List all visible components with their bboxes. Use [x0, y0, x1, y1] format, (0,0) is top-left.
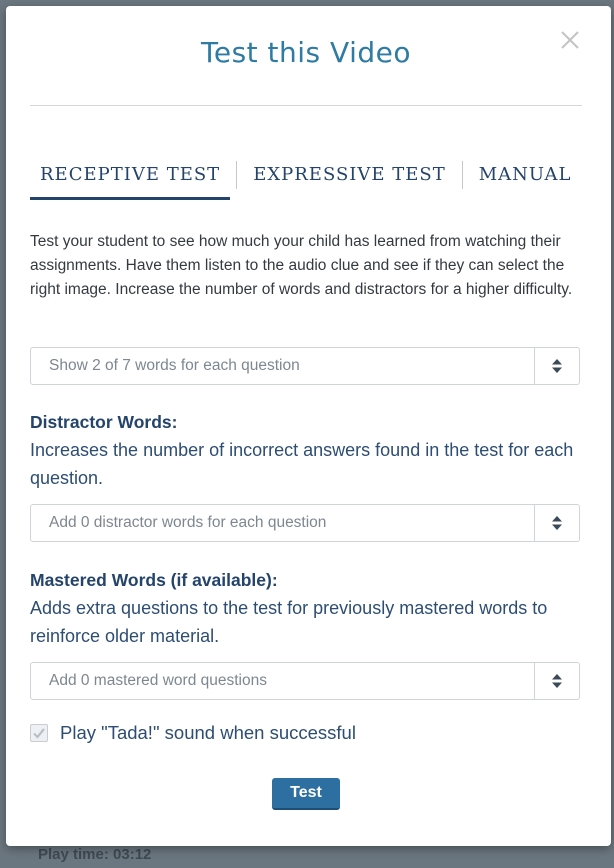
- words-per-question-select[interactable]: [30, 347, 580, 385]
- mastered-title: Mastered Words (if available):: [30, 570, 278, 590]
- close-icon: [558, 28, 582, 52]
- tab-separator: [462, 161, 463, 189]
- tab-separator: [236, 161, 237, 189]
- tada-sound-option[interactable]: [30, 722, 356, 744]
- test-video-modal: [6, 6, 611, 846]
- modal-title: Test this Video: [201, 36, 411, 69]
- distractor-words-select[interactable]: [30, 504, 580, 542]
- tab-receptive-test[interactable]: RECEPTIVE TEST: [30, 158, 230, 200]
- select-arrows-icon: [534, 663, 579, 699]
- close-button[interactable]: [558, 28, 582, 52]
- mastered-select-value: Add 0 mastered word questions: [49, 672, 267, 689]
- select-arrows-icon: [534, 505, 579, 541]
- select-arrows-icon: [534, 348, 579, 384]
- test-button[interactable]: Test: [272, 778, 340, 810]
- mastered-description: Adds extra questions to the test for previously mastered words to reinforce older material.: [30, 598, 548, 646]
- intro-text: Test your student to see how much your child has learned from watching their assignments. Have them listen to the audio clue and see if they can select the right image. Increase the number of words and distractors for a higher difficulty.: [30, 233, 573, 298]
- tab-expressive-test[interactable]: EXPRESSIVE TEST: [253, 164, 446, 185]
- words-select-value: Show 2 of 7 words for each question: [49, 357, 300, 374]
- tada-sound-checkbox[interactable]: [30, 724, 48, 742]
- test-type-tabs: [30, 158, 582, 204]
- mastered-words-select[interactable]: [30, 662, 580, 700]
- distractor-select-value: Add 0 distractor words for each question: [49, 514, 327, 531]
- checkmark-icon: [32, 726, 46, 740]
- background-footer: Play time: 03:12: [38, 846, 152, 863]
- tab-manual[interactable]: MANUAL: [478, 164, 572, 185]
- header-divider: [30, 105, 582, 106]
- distractor-description: Increases the number of incorrect answers found in the test for each question.: [30, 440, 574, 488]
- distractor-title: Distractor Words:: [30, 412, 178, 432]
- tada-sound-label: Play "Tada!" sound when successful: [60, 722, 356, 743]
